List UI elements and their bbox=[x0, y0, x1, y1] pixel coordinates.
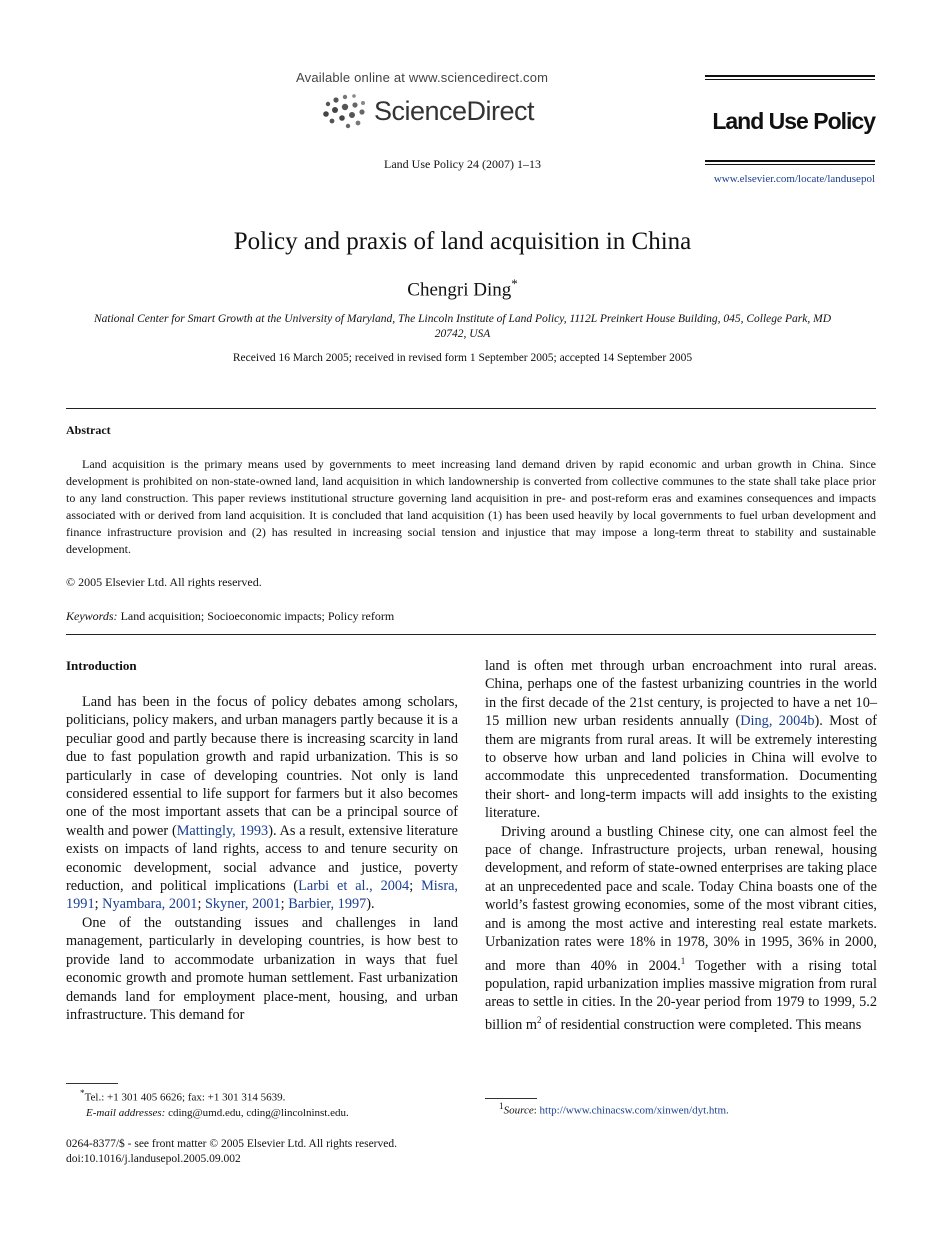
right-column bbox=[485, 657, 877, 1035]
abstract-copyright: © 2005 Elsevier Ltd. All rights reserved. bbox=[66, 575, 262, 589]
footnote-rule-right bbox=[485, 1098, 537, 1099]
p1-text-b: ). As a result, extensive literature exists on impacts of land rights, access to and tenure security on economic development, social advance and justice, poverty reduction, and political implications ( bbox=[66, 822, 459, 895]
author-footnote-mark[interactable]: * bbox=[511, 276, 518, 291]
paragraph-1: Land has been in the focus of policy debates among scholars, politicians, policy makers, and urban managers partly because it is a peculiar good and partly because there is increasing scarcity in land due to fast population growth and rapid urbanization. This is so particularly in case of developing countries. Not only is land considered essential to life support for farmers but it also becomes one of the most important assets that can be a principal source of wealth and power (Mattingly, 1993). As a result, extensive literature exists on impacts of land rights, access to and tenure security on economic development, social advance and justice, poverty reduction, and political implications (Larbi et al., 2004; Misra, 1991; Nyambara, 2001; Skyner, 2001; Barbier, 1997). bbox=[66, 694, 459, 913]
superscript-2: 2 bbox=[537, 1015, 542, 1026]
citation-skyner-link[interactable]: Skyner, 2001 bbox=[204, 896, 281, 913]
abstract-body: Land acquisition is the primary means used by governments to meet increasing land demand driven by rapid economic and urban growth in China. Since development is prohibited on non-state-owned land, land acquisition in which landownership is converted from collective communes to the state shall take place prior to any land construction. This paper reviews institutional structure governing land acquisition in pre- and post-reform eras and examines consequences and impacts associated with or derived from land acquisition. It is concluded that land acquisition (1) has been used heavily by local governments to fuel urban development and finance infrastructure provision and (2) has resulted in increasing social tension and injustice that may impose a long-term threat to stability and sustainable development. bbox=[66, 457, 876, 556]
citation-larbi-link[interactable]: Larbi et al., 2004 bbox=[298, 878, 410, 895]
p4-text-a: Driving around a bustling Chinese city, one can almost feel the pace of change. Infrastructure projects, urban renewal, housing development, and reform of state-owned enterprises are taking place at an unprecedented pace and scale. Today China boasts one of the world’s fastest growing economies, some of the most vibrant cities, and is among the most active and interesting real estate markets. Urbanization rates were 18% in 1978, 30% in 1995, 36% in 2000, and more than 40% in 2004. bbox=[485, 823, 877, 974]
footnote-1-label: Source bbox=[503, 1104, 534, 1117]
article-author bbox=[0, 276, 925, 301]
abstract-bottom-rule bbox=[66, 634, 876, 635]
keywords-list: Land acquisition; Socioeconomic impacts; Policy reform bbox=[120, 609, 395, 623]
article-history-dates: Received 16 March 2005; received in revised form 1 September 2005; accepted 14 September 2005 bbox=[232, 352, 693, 364]
footnote-1: $^1$Source: http://www.chinacsw.com/xinwen/dyt.htm. bbox=[499, 1101, 729, 1117]
paragraph-4 bbox=[485, 823, 877, 1035]
p1-text-a: Land has been in the focus of policy debates among scholars, politicians, policy makers, and urban managers partly because it is a peculiar good and partly because there is increasing scarcity in land due to fast population growth and rapid urbanization. This is so particularly in case of developing countries. Not only is land considered essential to life support for farmers but it also becomes one of the most important assets that can be a principal source of wealth and power ( bbox=[66, 694, 458, 839]
doi-line[interactable]: doi:10.1016/j.landusepol.2005.09.002 bbox=[66, 1153, 241, 1165]
p3-text-b: ). Most of them are migrants from rural areas. It will be extremely interesting to observe how urban and land policies in China will evolve to accommodate this unprecedented transformation. Documenting their short- and long-term impacts will add insights to the existing literature. bbox=[485, 713, 877, 822]
introduction-heading: Introduction bbox=[66, 658, 137, 673]
author-contact-footnote bbox=[66, 1086, 349, 1121]
footnote-1-url-link[interactable]: http://www.chinacsw.com/xinwen/dyt.htm. bbox=[539, 1104, 729, 1117]
author-tel-fax: Tel.: +1 301 405 6626; fax: +1 301 314 5639. bbox=[84, 1091, 286, 1104]
author-emails[interactable]: cding@umd.edu, cding@lincolninst.edu. bbox=[168, 1106, 349, 1119]
author-name: Chengri Ding bbox=[407, 279, 512, 301]
footnote-1-mark[interactable]: 1 bbox=[680, 955, 686, 966]
left-column bbox=[66, 657, 458, 1024]
journal-masthead-top-rules bbox=[705, 75, 875, 80]
p4-text-c: of residential construction were completed. This means bbox=[541, 1017, 862, 1034]
email-label: E-mail addresses: bbox=[86, 1106, 166, 1119]
front-matter-notes bbox=[66, 1137, 397, 1167]
paragraph-2: One of the outstanding issues and challenges in land management, particularly in developing countries, is how best to provide land to accommodate urbanization in ways that fuel economic growth and promote human settlement. Fast urbanization demands land for employment place-ment, housing, and urban infrastructure. This demand for bbox=[66, 914, 458, 1023]
paragraph-3 bbox=[485, 657, 877, 823]
journal-masthead-bottom-rules bbox=[705, 160, 875, 165]
journal-citation: Land Use Policy 24 (2007) 1–13 bbox=[384, 157, 541, 171]
p3-text-a: land is often met through urban encroachment into rural areas. China, perhaps one of the fastest urbanizing countries in the world in the first decade of the 21st century, is projected to have a net 10–15 million new urban residents annually ( bbox=[485, 658, 877, 730]
journal-name: Land Use Policy bbox=[712, 108, 875, 134]
journal-url-link[interactable]: www.elsevier.com/locate/landusepol bbox=[713, 173, 875, 185]
sciencedirect-wordmark: ScienceDirect bbox=[374, 96, 535, 126]
citation-nyambara-link[interactable]: Nyambara, 2001 bbox=[102, 896, 198, 913]
footnote-rule-left bbox=[66, 1083, 118, 1084]
author-affiliation: National Center for Smart Growth at the University of Maryland, The Lincoln Institute of Land Policy, 1112L Preinkert House Building, 045, College Park, MD 20742, USA bbox=[93, 313, 831, 340]
citation-misra-link[interactable]: Misra, 1991 bbox=[66, 878, 459, 913]
issn-line: 0264-8377/$ - see front matter © 2005 Elsevier Ltd. All rights reserved. bbox=[66, 1138, 397, 1150]
sciencedirect-logo[interactable] bbox=[318, 90, 543, 132]
sciencedirect-dots-icon bbox=[318, 90, 378, 132]
abstract-heading: Abstract bbox=[66, 423, 111, 437]
footnote-star-mark: * bbox=[80, 1088, 85, 1098]
citation-mattingly-link[interactable]: Mattingly, 1993 bbox=[176, 822, 269, 839]
keywords bbox=[66, 609, 394, 624]
sciencedirect-availability-note: Available online at www.sciencedirect.com bbox=[296, 70, 549, 85]
citation-barbier-link[interactable]: Barbier, 1997 bbox=[288, 896, 367, 913]
citation-ding-link[interactable]: Ding, 2004b bbox=[740, 713, 815, 730]
keywords-label: Keywords: bbox=[66, 609, 118, 623]
footnote-1-number: 1 bbox=[499, 1101, 504, 1111]
abstract-top-rule bbox=[66, 408, 876, 409]
p4-text-b: Together with a rising total population, rapid urbanization implies massive migration from rural areas to settle in cities. In the 20-year period from 1979 to 1999, 5.2 billion m bbox=[485, 957, 877, 1034]
article-title: Policy and praxis of land acquisition in China bbox=[233, 228, 692, 255]
